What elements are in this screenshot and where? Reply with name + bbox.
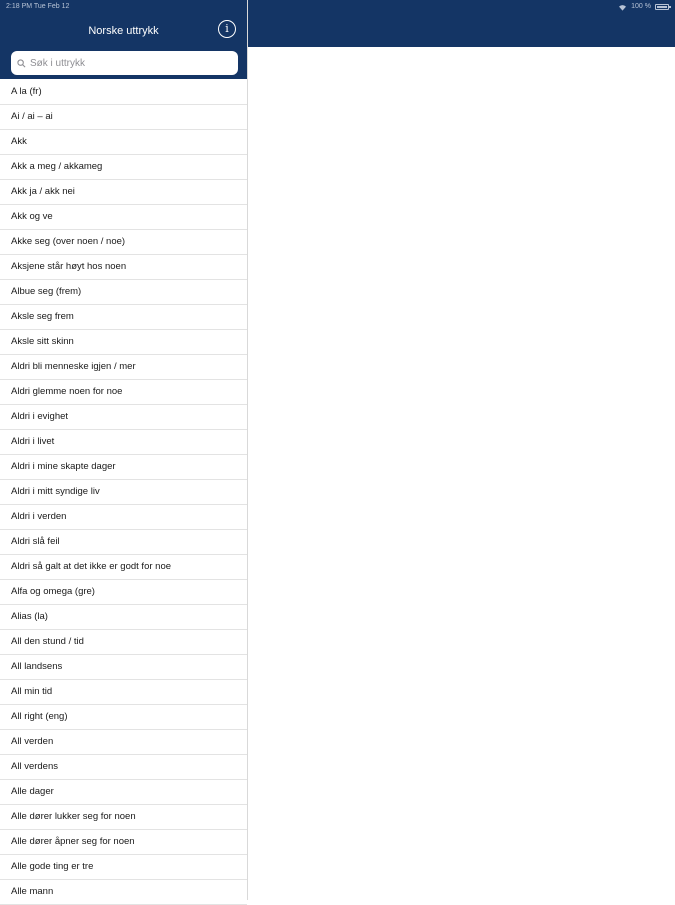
status-right bbox=[618, 0, 669, 14]
list-item[interactable]: Aldri glemme noen for noe bbox=[0, 380, 247, 405]
list-item[interactable]: Aksjene står høyt hos noen bbox=[0, 255, 247, 280]
list-item[interactable]: Alias (la) bbox=[0, 605, 247, 630]
list-item[interactable]: Akk bbox=[0, 130, 247, 155]
list-item[interactable]: Aksle seg frem bbox=[0, 305, 247, 330]
list-item[interactable]: Alle dører lukker seg for noen bbox=[0, 805, 247, 830]
search-bar[interactable] bbox=[11, 51, 238, 75]
list-item[interactable]: Ai / ai – ai bbox=[0, 105, 247, 130]
sidebar bbox=[0, 0, 248, 900]
list-item[interactable]: All verdens bbox=[0, 755, 247, 780]
list-item[interactable]: A la (fr) bbox=[0, 80, 247, 105]
list-item[interactable]: Aldri slå feil bbox=[0, 530, 247, 555]
list-item[interactable]: All landsens bbox=[0, 655, 247, 680]
list-item[interactable]: All den stund / tid bbox=[0, 630, 247, 655]
status-time: 2:18 PM Tue Feb 12 bbox=[6, 3, 70, 10]
list-item[interactable]: All verden bbox=[0, 730, 247, 755]
list-item[interactable]: Aldri i mine skapte dager bbox=[0, 455, 247, 480]
list-item[interactable]: Aksle sitt skinn bbox=[0, 330, 247, 355]
wifi-icon bbox=[618, 4, 627, 11]
list-item[interactable]: Alle gode ting er tre bbox=[0, 855, 247, 880]
list-item[interactable]: Aldri i mitt syndige liv bbox=[0, 480, 247, 505]
list-item[interactable]: Alle dører åpner seg for noen bbox=[0, 830, 247, 855]
list-item[interactable]: Alfa og omega (gre) bbox=[0, 580, 247, 605]
list-item[interactable]: Akk a meg / akkameg bbox=[0, 155, 247, 180]
list-item[interactable]: Akk ja / akk nei bbox=[0, 180, 247, 205]
list-item[interactable]: Aldri i livet bbox=[0, 430, 247, 455]
list-item[interactable]: Akk og ve bbox=[0, 205, 247, 230]
list-item[interactable]: All min tid bbox=[0, 680, 247, 705]
page-title: Norske uttrykk bbox=[88, 25, 159, 37]
list-item[interactable]: Aldri i evighet bbox=[0, 405, 247, 430]
search-icon bbox=[17, 59, 26, 68]
status-bar bbox=[0, 0, 675, 14]
list-item[interactable]: Aldri i verden bbox=[0, 505, 247, 530]
info-icon[interactable]: i bbox=[218, 20, 236, 38]
search-input[interactable] bbox=[30, 58, 220, 69]
list-item[interactable]: Alle mann bbox=[0, 880, 247, 905]
expression-list bbox=[0, 80, 247, 905]
list-item[interactable]: Albue seg (frem) bbox=[0, 280, 247, 305]
list-item[interactable]: All right (eng) bbox=[0, 705, 247, 730]
list-item[interactable]: Aldri bli menneske igjen / mer bbox=[0, 355, 247, 380]
detail-pane bbox=[248, 47, 675, 900]
battery-icon bbox=[655, 4, 669, 10]
list-item[interactable]: Akke seg (over noen / noe) bbox=[0, 230, 247, 255]
list-item[interactable]: Alle dager bbox=[0, 780, 247, 805]
list-item[interactable]: Aldri så galt at det ikke er godt for noe bbox=[0, 555, 247, 580]
battery-percent: 100 % bbox=[631, 3, 651, 10]
